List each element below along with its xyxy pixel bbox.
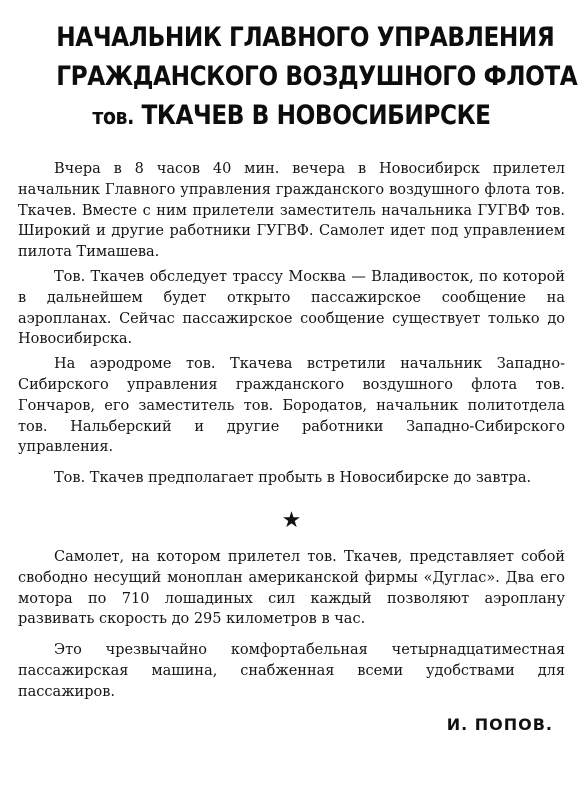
paragraph-1: Вчера в 8 часов 40 мин. вечера в Новосибирск прилетел начальник Главного управления гражданского воздушного флота тов. Ткачев. Вместе с ним прилетели заместитель начальника ГУГВФ тов. Широкий и другие работники ГУГВФ. Самолет идет под управлением пилота Тимашева. [18, 161, 565, 261]
headline-line-3 [56, 96, 526, 137]
article-body [18, 159, 565, 703]
headline-line-2: ГРАЖДАНСКОГО ВОЗДУШНОГО ФЛОТА [56, 61, 578, 92]
article-headline [56, 18, 578, 137]
paragraph-6: Это чрезвычайно комфортабельная четырнадцатиместная пассажирская машина, снабженная всеми удобствами для пассажиров. [18, 642, 565, 700]
paragraph-2: Тов. Ткачев обследует трассу Москва — Владивосток, по которой в дальнейшем будет открыто пассажирское сообщение на аэропланах. Сейчас пассажирское сообщение существует только до Новосибирска. [18, 268, 565, 348]
paragraph-3: На аэродроме тов. Ткачева встретили начальник Западно-Сибирского управления гражданского воздушного флота тов. Гончаров, его заместитель тов. Бородатов, начальник политотдела тов. Нальберский и другие работники Западно-Сибирского управления. [18, 356, 565, 456]
headline-line-1: НАЧАЛЬНИК ГЛАВНОГО УПРАВЛЕНИЯ [56, 22, 555, 53]
headline-name: ТКАЧЕВ В НОВОСИБИРСКЕ [141, 100, 491, 131]
author-signature: И. ПОПОВ. [446, 714, 553, 734]
paragraph-4: Тов. Ткачев предполагает пробыть в Новосибирске до завтра. [54, 470, 532, 487]
headline-prefix: тов. [92, 105, 134, 130]
paragraph-5: Самолет, на котором прилетел тов. Ткачев, представляет собой свободно несущий моноплан американской фирмы «Дуглас». Два его мотора по 710 лошадиных сил каждый позволяют аэроплану развивать скорость до 295 километров в час. [18, 548, 565, 628]
star-separator-icon: ★ [281, 507, 302, 533]
